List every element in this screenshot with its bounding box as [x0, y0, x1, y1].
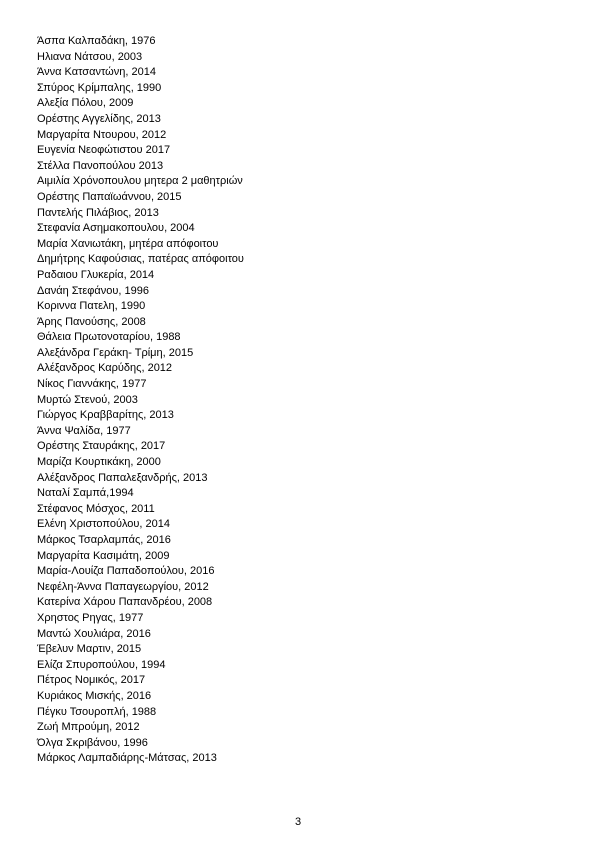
list-item: Γιώργος Κραββαρίτης, 2013 [37, 409, 174, 422]
page-number: 3 [294, 816, 302, 828]
list-item: Μαρίζα Κουρτικάκη, 2000 [37, 456, 161, 469]
signature-list [37, 34, 557, 767]
list-item: Έβελυν Μαρτιν, 2015 [37, 643, 142, 656]
list-item: Αλεξία Πόλου, 2009 [37, 97, 134, 110]
list-item: Νίκος Γιαννάκης, 1977 [37, 378, 147, 391]
list-item: Ελένη Χριστοπούλου, 2014 [37, 518, 171, 531]
list-item: Παντελής Πιλάβιος, 2013 [37, 206, 159, 219]
list-item: Δημήτρης Καφούσιας, πατέρας απόφοιτου [37, 253, 244, 266]
list-item: Στεφανία Ασημακοπουλου, 2004 [37, 222, 195, 235]
list-item: Θάλεια Πρωτονοταρίου, 1988 [37, 331, 181, 344]
list-item: Δανάη Στεφάνου, 1996 [37, 284, 149, 297]
list-item: Στέλλα Πανοπούλου 2013 [37, 159, 164, 172]
list-item: Ναταλί Σαμπά,1994 [37, 487, 134, 500]
list-item: Ηλιανα Νάτσου, 2003 [37, 50, 143, 63]
list-item: Μαργαρίτα Ντουρου, 2012 [37, 128, 167, 141]
list-item: Νεφέλη-Άννα Παπαγεωργίου, 2012 [37, 580, 209, 593]
list-item: Σπύρος Κρίμπαλης, 1990 [37, 81, 162, 94]
list-item: Αιμιλία Χρόνοπουλου μητερα 2 μαθητριών [37, 175, 243, 188]
list-item: Άννα Ψαλίδα, 1977 [37, 424, 131, 437]
list-item: Μάρκος Τσαρλαμπάς, 2016 [37, 534, 171, 546]
list-item: Κοριννα Πατελη, 1990 [37, 300, 146, 313]
list-item: Κατερίνα Χάρου Παπανδρέου, 2008 [37, 596, 213, 609]
list-item: Ζωή Μπρούμη, 2012 [37, 721, 140, 734]
list-item: Άννα Κατσαντώνη, 2014 [37, 66, 156, 79]
list-item: Άσπα Καλπαδάκη, 1976 [37, 35, 156, 47]
list-item: Μαντώ Χουλιάρα, 2016 [37, 627, 151, 640]
list-item: Αλεξάνδρα Γεράκη- Τρίμη, 2015 [37, 346, 194, 359]
list-item: Ορέστης Σταυράκης, 2017 [37, 440, 166, 453]
list-item: Πέτρος Νομικός, 2017 [37, 674, 146, 687]
list-item: Μαρία-Λουίζα Παπαδοπούλου, 2016 [37, 565, 215, 578]
list-item: Κυριάκος Μισκής, 2016 [37, 689, 152, 702]
list-item: Αλέξανδρος Παπαλεξανδρής, 2013 [37, 471, 208, 484]
list-item: Ραδαιου Γλυκερία, 2014 [37, 268, 155, 281]
list-item: Χρηστος Ρηγας, 1977 [37, 611, 144, 624]
list-item: Μαρία Χανιωτάκη, μητέρα απόφοιτου [37, 237, 219, 250]
list-item: Μαργαρίτα Κασιμάτη, 2009 [37, 549, 170, 562]
list-item: Όλγα Σκριβάνου, 1996 [37, 736, 148, 749]
list-item: Στέφανος Μόσχος, 2011 [37, 502, 155, 515]
list-item: Πέγκυ Τσουροπλή, 1988 [37, 705, 157, 718]
list-item: Ευγενία Νεοφώτιστου 2017 [37, 144, 171, 157]
list-item: Αλέξανδρος Καρύδης, 2012 [37, 362, 173, 375]
list-item: Ελίζα Σπυροπούλου, 1994 [37, 658, 166, 671]
list-item: Ορέστης Παπαϊωάννου, 2015 [37, 190, 182, 203]
list-item: Ορέστης Αγγελίδης, 2013 [37, 112, 161, 125]
list-item: Μυρτώ Στενού, 2003 [37, 393, 138, 406]
list-item: Άρης Πανούσης, 2008 [37, 315, 146, 328]
list-item: Μάρκος Λαμπαδιάρης-Μάτσας, 2013 [37, 752, 217, 765]
